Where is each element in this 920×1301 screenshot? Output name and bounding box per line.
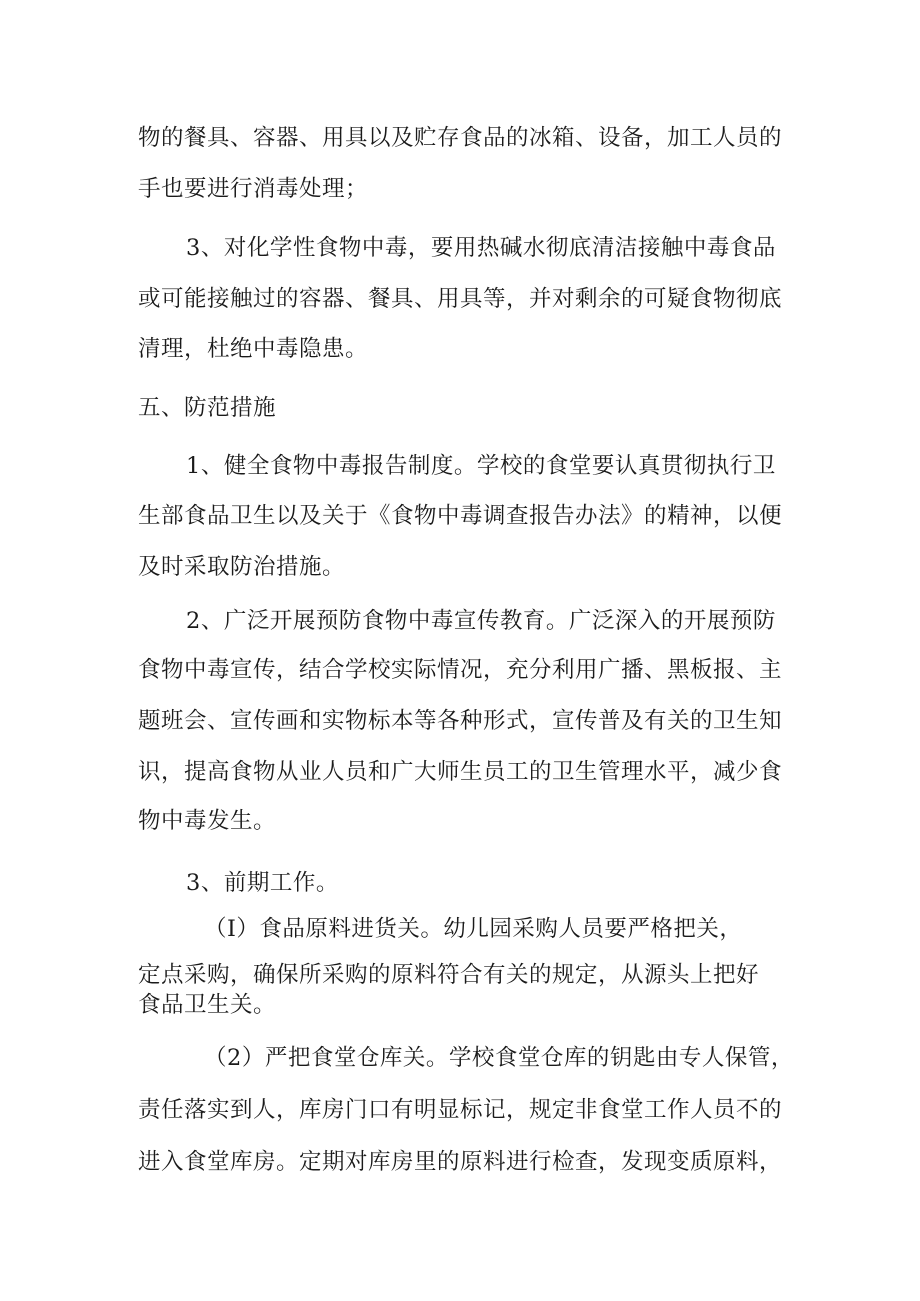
text-line: 题班会、宣传画和实物标本等各种形式，宣传普及有关的卫生知 xyxy=(138,708,783,734)
text-line: 3、前期工作。 xyxy=(186,870,339,896)
text-line: 或可能接触过的容器、餐具、用具等，并对剩余的可疑食物彻底 xyxy=(138,286,783,312)
text-line: 生部食品卫生以及关于《食物中毒调查报告办法》的精神，以便 xyxy=(138,503,783,529)
text-line: （2）严把食堂仓库关。学校食堂仓库的钥匙由专人保管， xyxy=(204,1045,794,1071)
text-line: 食物中毒宣传，结合学校实际情况，充分利用广播、黑板报、主 xyxy=(138,657,783,683)
text-line: 2、广泛开展预防食物中毒宣传教育。广泛深入的开展预防 xyxy=(186,608,776,634)
text-line: 手也要进行消毒处理； xyxy=(138,176,369,202)
text-line: 物的餐具、容器、用具以及贮存食品的冰箱、设备，加工人员的 xyxy=(138,125,783,151)
text-line: 定点采购，确保所采购的原料符合有关的规定，从源头上把好 xyxy=(138,962,760,988)
text-line: 3、对化学性食物中毒，要用热碱水彻底清洁接触中毒食品 xyxy=(186,235,776,261)
text-line: 及时采取防治措施。 xyxy=(138,554,346,580)
text-line: 识，提高食物从业人员和广大师生员工的卫生管理水平，减少食 xyxy=(138,759,783,785)
text-line: 进入食堂库房。定期对库房里的原料进行检查，发现变质原料， xyxy=(138,1149,783,1175)
section-heading: 五、防范措施 xyxy=(138,395,277,421)
text-line: 清理，杜绝中毒隐患。 xyxy=(138,336,369,362)
text-line: 1、健全食物中毒报告制度。学校的食堂要认真贯彻执行卫 xyxy=(186,453,776,479)
text-line: 物中毒发生。 xyxy=(138,808,277,834)
text-line: （I）食品原料进货关。幼儿园采购人员要严格把关， xyxy=(204,916,743,942)
text-line: 食品卫生关。 xyxy=(138,992,277,1018)
text-line: 责任落实到人，库房门口有明显标记，规定非食堂工作人员不的 xyxy=(138,1097,783,1123)
